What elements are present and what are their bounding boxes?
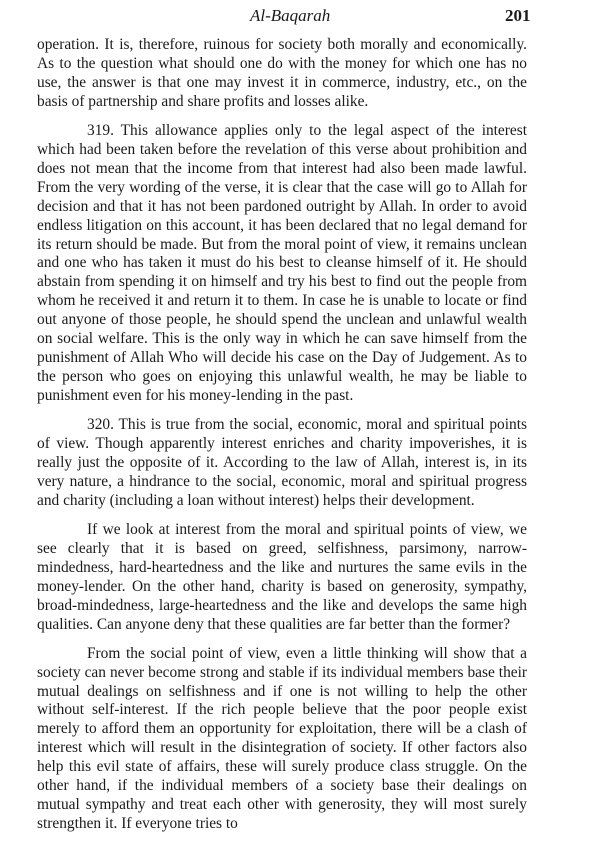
paragraph-moral-view: If we look at interest from the moral and spiritual points of view, we see clearly that it is based on greed, selfishness, parsimony, narrow-mindedness, hard-heartedness and the like and nurtures the same evils in the money-lender. On the other hand, charity is based on generosity, sympathy, broad-mindedness, large-heartedness and the like and develops the same high qualities. Can anyone deny that these qualities are far better than the former? (37, 520, 527, 633)
paragraph-note-319: 319. This allowance applies only to the legal aspect of the interest which had been taken before the revelation of this verse about prohibition and does not mean that the income from that interest had also been made lawful. From the very wording of the verse, it is clear that the case will go to Allah for decision and that it has not been pardoned outright by Allah. In order to avoid endless litigation on this account, it has been declared that no legal demand for its return should be made. But from the moral point of view, it remains unclean and one who has taken it must do his best to cleanse himself of it. He should abstain from spending it on himself and try his best to find out the people from whom he received it and return it to them. In case he is unable to locate or find out anyone of those people, he should spend the unclean and unlawful wealth on social welfare. This is the only way in which he can save himself from the punishment of Allah Who will decide his case on the Day of Judgement. As to the person who goes on enjoying this unlawful wealth, he may be liable to punishment even for his money-lending in the past. (37, 121, 527, 405)
body-text (37, 36, 527, 834)
paragraph-continuation: operation. It is, therefore, ruinous for society both morally and economically. As to the question what should one do with the money for which one has no use, the answer is that one may invest it in commerce, industry, etc., on the basis of partnership and share profits and losses alike. (37, 36, 527, 110)
paragraph-note-320: 320. This is true from the social, economic, moral and spiritual points of view. Though apparently interest enriches and charity impoverishes, it is really just the opposite of it. According to the law of Allah, interest is, in its very nature, a hindrance to the social, economic, moral and spiritual progress and charity (including a loan without interest) helps their development. (37, 416, 527, 509)
page-number: 201 (505, 6, 531, 25)
paragraph-social-view: From the social point of view, even a little thinking will show that a society can never become strong and stable if its individual members base their mutual dealings on selfishness and if one is not willing to help the other without self-interest. If the rich people believe that the poor people exist merely to afford them an opportunity for exploitation, there will be a clash of interest which will result in the disintegration of society. If other factors also help this evil state of affairs, these will surely produce class struggle. On the other hand, if the individual members of a society base their dealings on mutual sympathy and treat each other with generosity, they will most surely strengthen it. If everyone tries to (37, 644, 527, 833)
page-header (0, 2, 600, 32)
running-title: Al-Baqarah (250, 6, 331, 25)
